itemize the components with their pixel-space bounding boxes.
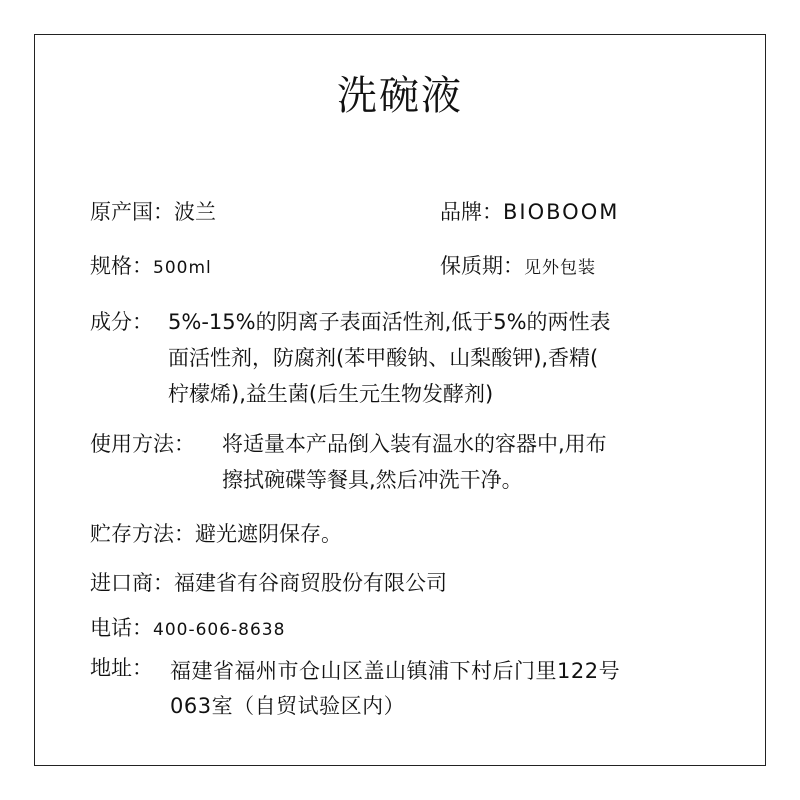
- storage-value: 避光遮阴保存。: [195, 522, 342, 546]
- shelf-life-value: 见外包装: [524, 258, 596, 278]
- address-label: 地址：: [90, 656, 153, 680]
- phone-label: 电话：: [90, 616, 153, 640]
- spec-value: 500ml: [153, 258, 212, 278]
- ingredients-line-3: 柠檬烯),益生菌(后生元生物发酵剂): [168, 382, 494, 406]
- spec-label: 规格：: [90, 254, 153, 278]
- importer-row: [90, 573, 447, 594]
- brand-row: [440, 202, 619, 223]
- page-title: 洗碗液: [337, 73, 463, 119]
- ingredients-line-2: 面活性剂，防腐剂(苯甲酸钠、山梨酸钾),香精(: [168, 346, 599, 370]
- shelf-life-row: [440, 256, 596, 277]
- spec-row: [90, 256, 212, 277]
- importer-label: 进口商：: [90, 571, 174, 595]
- shelf-life-label: 保质期：: [440, 254, 524, 278]
- usage-line-2: 擦拭碗碟等餐具,然后冲洗干净。: [222, 468, 523, 492]
- importer-value: 福建省有谷商贸股份有限公司: [174, 571, 447, 595]
- brand-value: BIOBOOM: [503, 200, 620, 224]
- storage-label: 贮存方法：: [90, 522, 195, 546]
- usage-line-1: 将适量本产品倒入装有温水的容器中,用布: [222, 432, 607, 456]
- ingredients-label: 成分：: [90, 310, 153, 334]
- phone-row: [90, 618, 285, 639]
- origin-row: [90, 202, 216, 223]
- brand-label: 品牌：: [440, 200, 503, 224]
- ingredients-line-1: 5%-15%的阴离子表面活性剂,低于5%的两性表: [168, 310, 611, 334]
- address-line-2: 063室（自贸试验区内）: [170, 694, 406, 718]
- storage-row: [90, 524, 342, 545]
- origin-value: 波兰: [174, 200, 216, 224]
- usage-label: 使用方法：: [90, 432, 195, 456]
- phone-value: 400-606-8638: [153, 620, 286, 640]
- address-line-1: 福建省福州市仓山区盖山镇浦下村后门里122号: [170, 659, 621, 683]
- origin-label: 原产国：: [90, 200, 174, 224]
